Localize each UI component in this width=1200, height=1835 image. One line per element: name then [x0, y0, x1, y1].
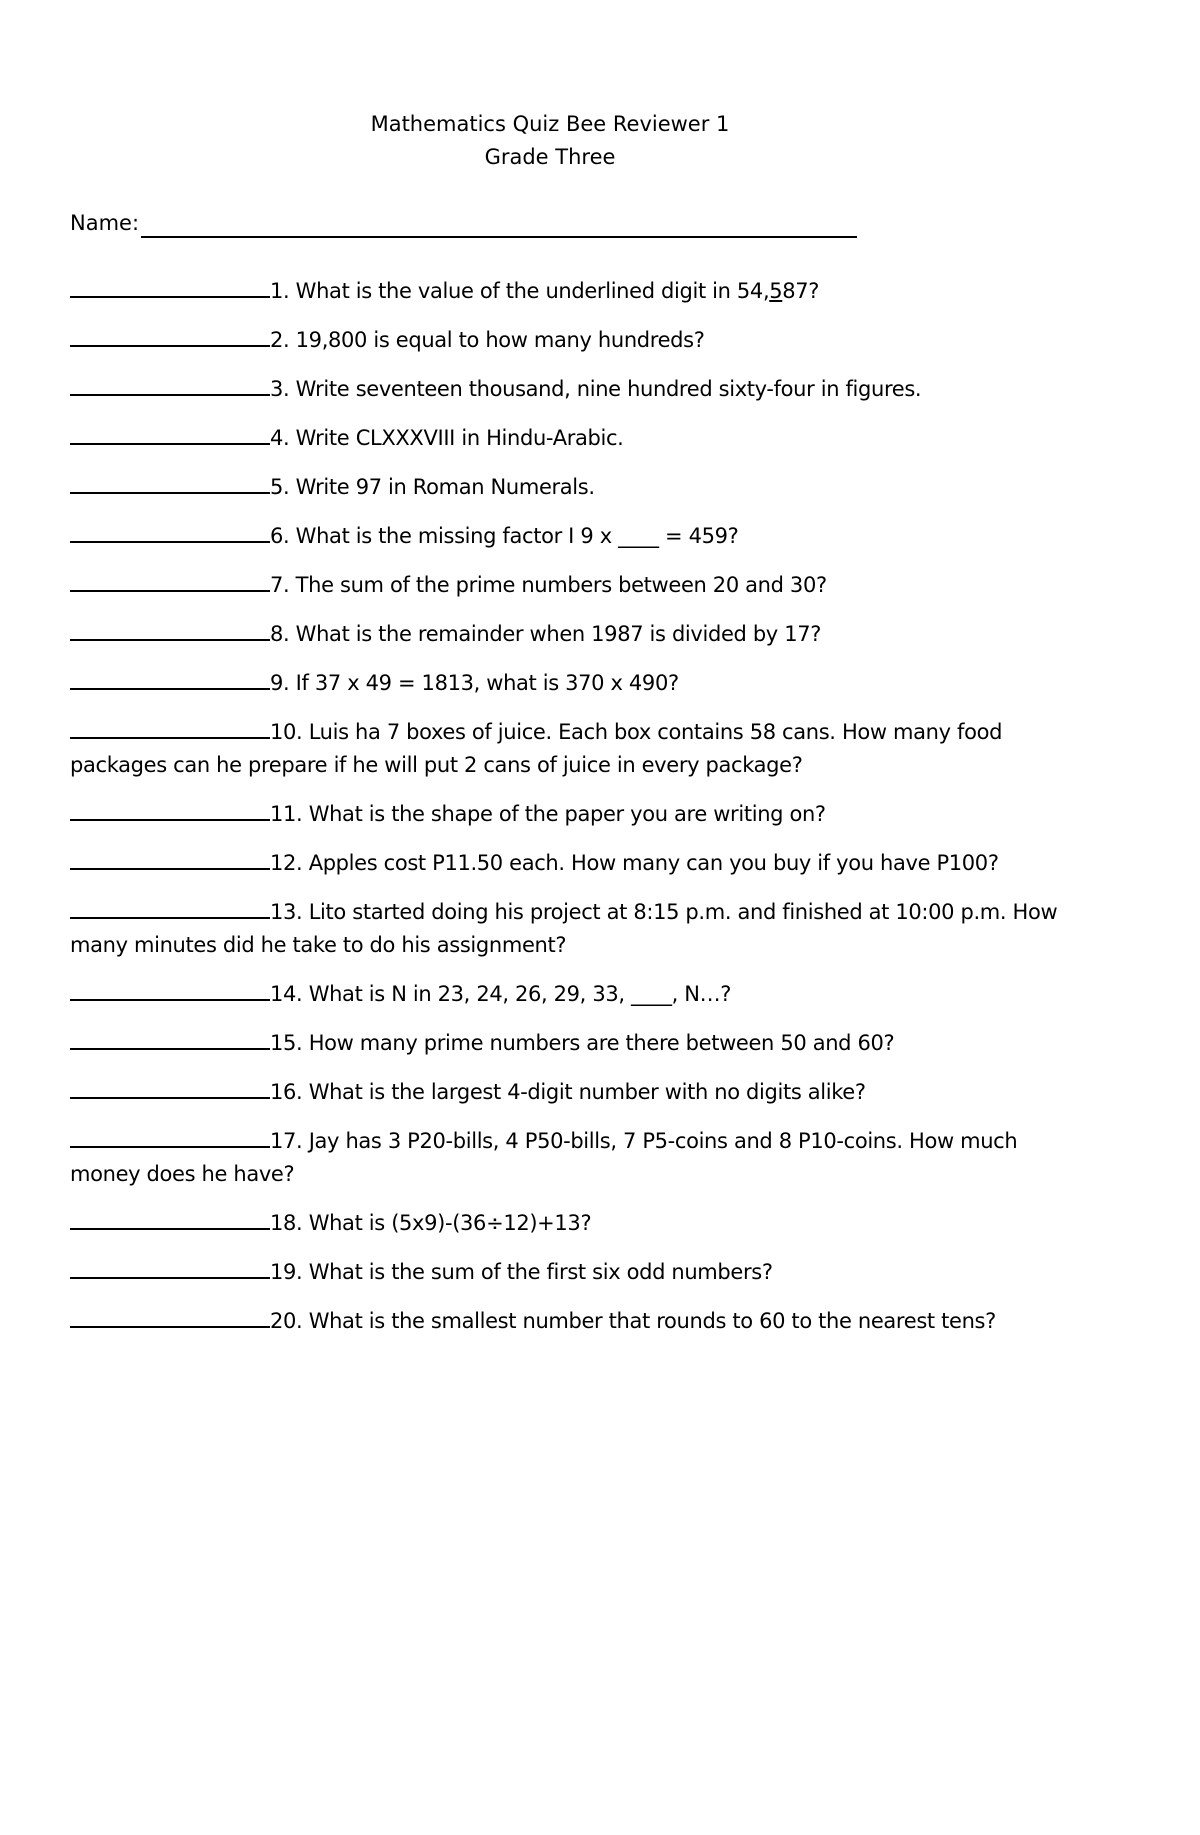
- question-text: Write 97 in Roman Numerals.: [295, 475, 595, 499]
- question-text: Luis ha 7 boxes of juice. Each box contains 58 cans. How many food packages can he prepare if he will put 2 cans of juice in every package?: [70, 720, 1003, 777]
- question-number: 5.: [270, 475, 290, 499]
- question-number: 10.: [270, 720, 303, 744]
- worksheet-title: Mathematics Quiz Bee Reviewer 1: [370, 112, 730, 136]
- answer-blank[interactable]: [70, 1208, 270, 1230]
- question-text: Jay has 3 P20-bills, 4 P50-bills, 7 P5-coins and 8 P10-coins. How much money does he have?: [70, 1129, 1018, 1186]
- name-label: Name:: [70, 211, 140, 235]
- answer-blank[interactable]: [70, 1126, 270, 1148]
- question-text: What is the smallest number that rounds to 60 to the nearest tens?: [308, 1309, 996, 1333]
- question-list: [70, 275, 1080, 1354]
- question-text: What is the shape of the paper you are writing on?: [308, 802, 826, 826]
- answer-blank[interactable]: [70, 619, 270, 641]
- answer-blank[interactable]: [70, 979, 270, 1001]
- title-block: [0, 108, 1100, 174]
- question-number: 7.: [270, 573, 290, 597]
- question-item: [70, 324, 1080, 357]
- question-text: 19,800 is equal to how many hundreds?: [295, 328, 705, 352]
- question-text: How many prime numbers are there between 50 and 60?: [308, 1031, 895, 1055]
- question-text: Write CLXXXVIII in Hindu-Arabic.: [295, 426, 624, 450]
- answer-blank[interactable]: [70, 1306, 270, 1328]
- answer-blank[interactable]: [70, 897, 270, 919]
- question-text: If 37 x 49 = 1813, what is 370 x 490?: [295, 671, 679, 695]
- question-number: 13.: [270, 900, 303, 924]
- question-number: 9.: [270, 671, 290, 695]
- question-number: 12.: [270, 851, 303, 875]
- question-item: [70, 1125, 1080, 1191]
- name-row: [70, 208, 857, 238]
- answer-blank[interactable]: [70, 521, 270, 543]
- question-number: 11.: [270, 802, 303, 826]
- question-item: [70, 275, 1080, 308]
- question-item: [70, 1207, 1080, 1240]
- question-number: 15.: [270, 1031, 303, 1055]
- question-number: 2.: [270, 328, 290, 352]
- question-item: [70, 798, 1080, 831]
- answer-blank[interactable]: [70, 848, 270, 870]
- question-text: What is the remainder when 1987 is divided by 17?: [295, 622, 822, 646]
- question-text: What is the largest 4-digit number with no digits alike?: [308, 1080, 866, 1104]
- question-text: What is the sum of the first six odd numbers?: [308, 1260, 773, 1284]
- question-number: 14.: [270, 982, 303, 1006]
- question-item: [70, 618, 1080, 651]
- answer-blank[interactable]: [70, 276, 270, 298]
- question-text: What is the missing factor I 9 x ____ = 459?: [295, 524, 739, 548]
- question-number: 20.: [270, 1309, 303, 1333]
- worksheet-grade: Grade Three: [484, 145, 616, 169]
- question-text: The sum of the prime numbers between 20 and 30?: [295, 573, 827, 597]
- question-number: 6.: [270, 524, 290, 548]
- answer-blank[interactable]: [70, 1028, 270, 1050]
- answer-blank[interactable]: [70, 472, 270, 494]
- answer-blank[interactable]: [70, 668, 270, 690]
- question-text: What is (5x9)-(36÷12)+13?: [308, 1211, 592, 1235]
- question-item: [70, 422, 1080, 455]
- question-item: [70, 373, 1080, 406]
- question-item: [70, 667, 1080, 700]
- question-number: 1.: [270, 279, 290, 303]
- question-item: [70, 520, 1080, 553]
- question-number: 18.: [270, 1211, 303, 1235]
- name-answer-line[interactable]: [141, 212, 857, 238]
- question-text: Lito started doing his project at 8:15 p.m. and finished at 10:00 p.m. How many minutes did he take to do his assignment?: [70, 900, 1058, 957]
- answer-blank[interactable]: [70, 717, 270, 739]
- question-number: 19.: [270, 1260, 303, 1284]
- underlined-digit: 5: [769, 279, 783, 303]
- answer-blank[interactable]: [70, 325, 270, 347]
- question-item: [70, 716, 1080, 782]
- answer-blank[interactable]: [70, 374, 270, 396]
- answer-blank[interactable]: [70, 1077, 270, 1099]
- question-item: [70, 471, 1080, 504]
- question-item: [70, 1076, 1080, 1109]
- question-number: 16.: [270, 1080, 303, 1104]
- question-text: Apples cost P11.50 each. How many can you buy if you have P100?: [308, 851, 999, 875]
- answer-blank[interactable]: [70, 570, 270, 592]
- question-item: [70, 896, 1080, 962]
- question-item: [70, 1256, 1080, 1289]
- answer-blank[interactable]: [70, 1257, 270, 1279]
- question-text: Write seventeen thousand, nine hundred sixty-four in figures.: [295, 377, 922, 401]
- answer-blank[interactable]: [70, 799, 270, 821]
- question-item: [70, 847, 1080, 880]
- question-item: [70, 569, 1080, 602]
- question-item: [70, 1027, 1080, 1060]
- question-number: 8.: [270, 622, 290, 646]
- question-text: What is N in 23, 24, 26, 29, 33, ____, N…?: [308, 982, 732, 1006]
- question-item: [70, 978, 1080, 1011]
- question-number: 4.: [270, 426, 290, 450]
- question-number: 17.: [270, 1129, 303, 1153]
- question-item: [70, 1305, 1080, 1338]
- answer-blank[interactable]: [70, 423, 270, 445]
- question-number: 3.: [270, 377, 290, 401]
- question-text: What is the value of the underlined digit in 54,587?: [295, 279, 820, 303]
